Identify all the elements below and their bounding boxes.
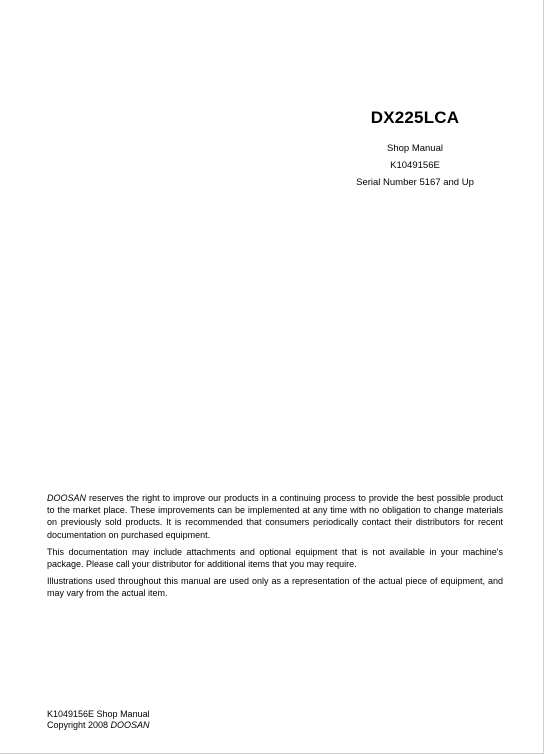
- serial-range: Serial Number 5167 and Up: [356, 177, 474, 188]
- footer-copyright: [47, 720, 347, 731]
- page-footer: [47, 709, 347, 731]
- footer-brand: DOOSAN: [110, 720, 150, 730]
- notice-paragraph-1-text: reserves the right to improve our products in a continuing process to provide the best possible product to the market place. These improvements can be implemented at any time with no obligation to change materials on previously sold products. It is recommended that consumers periodically contact their distributors for recent documentation on purchased equipment.: [47, 493, 503, 540]
- footer-copyright-text: Copyright 2008: [47, 720, 111, 730]
- manual-number: K1049156E: [390, 160, 440, 171]
- footer-manual-line: K1049156E Shop Manual: [47, 709, 150, 719]
- notice-paragraph-1: [47, 492, 503, 541]
- notice-paragraph-2: This documentation may include attachments and optional equipment that is not available in your machine's package. Please call your distributor for additional items that you may require.: [47, 546, 503, 570]
- notice-block: [47, 492, 503, 600]
- brand-name: DOOSAN: [47, 493, 87, 503]
- notice-paragraph-3: Illustrations used throughout this manual are used only as a representation of the actual piece of equipment, and may vary from the actual item.: [47, 576, 503, 599]
- document-title: DX225LCA: [370, 108, 460, 127]
- manual-type: Shop Manual: [387, 143, 443, 154]
- cover-title-block: [330, 108, 500, 191]
